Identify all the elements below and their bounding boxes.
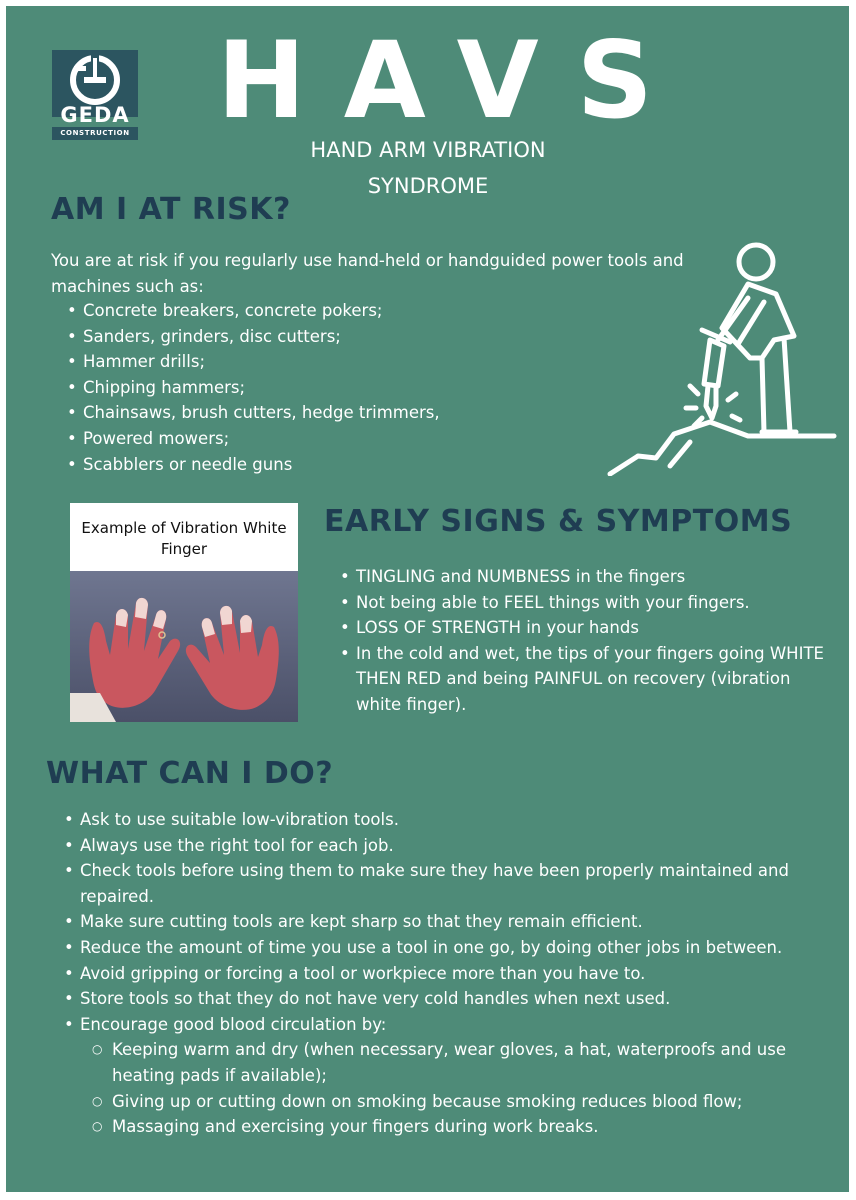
sub-list-item: ○ Keeping warm and dry (when necessary, wear gloves, a hat, waterproofs and use heating pads if available); xyxy=(90,1037,828,1088)
logo-subtitle: CONSTRUCTION xyxy=(52,127,138,140)
sub-list-item: ○ Massaging and exercising your fingers during work breaks. xyxy=(90,1114,828,1140)
jackhammer-worker-icon xyxy=(598,236,838,476)
subtitle-line-1: HAND ARM VIBRATION xyxy=(310,138,546,162)
risk-heading: AM I AT RISK? xyxy=(51,192,291,227)
list-item: • Concrete breakers, concrete pokers; xyxy=(61,298,581,324)
list-item: • Scabblers or needle guns xyxy=(61,452,581,478)
list-item: • Store tools so that they do not have very cold handles when next used. xyxy=(58,986,828,1012)
signs-heading: EARLY SIGNS & SYMPTOMS xyxy=(324,504,793,539)
list-item: • Not being able to FEEL things with your fingers. xyxy=(334,590,824,616)
havs-poster xyxy=(6,6,849,1192)
list-item: • Avoid gripping or forcing a tool or workpiece more than you have to. xyxy=(58,961,828,987)
list-item: • LOSS OF STRENGTH in your hands xyxy=(334,615,824,641)
list-item: • Reduce the amount of time you use a tool in one go, by doing other jobs in between. xyxy=(58,935,828,961)
list-item: • Make sure cutting tools are kept sharp so that they remain efficient. xyxy=(58,909,828,935)
sub-list-item: ○ Giving up or cutting down on smoking because smoking reduces blood flow; xyxy=(90,1089,828,1115)
list-item: • Powered mowers; xyxy=(61,426,581,452)
page-subtitle xyxy=(268,132,588,204)
list-item: • In the cold and wet, the tips of your fingers going WHITE THEN RED and being PAINFUL on recovery (vibration white finger). xyxy=(334,641,824,718)
list-item: • Encourage good blood circulation by: xyxy=(58,1012,828,1038)
actions-list xyxy=(58,807,828,1140)
list-item: • Chipping hammers; xyxy=(61,375,581,401)
subtitle-line-2: SYNDROME xyxy=(367,174,489,198)
circulation-sublist xyxy=(80,1037,828,1139)
signs-list xyxy=(334,564,824,718)
list-item: • Check tools before using them to make sure they have been properly maintained and repaired. xyxy=(58,858,828,909)
list-item: • TINGLING and NUMBNESS in the fingers xyxy=(334,564,824,590)
list-item: • Sanders, grinders, disc cutters; xyxy=(61,324,581,350)
circulation-sublist-wrapper xyxy=(58,1037,828,1139)
list-item: • Ask to use suitable low-vibration tools. xyxy=(58,807,828,833)
logo-name: GEDA xyxy=(60,103,130,127)
photo-caption: Example of Vibration White Finger xyxy=(81,519,287,558)
list-item: • Hammer drills; xyxy=(61,349,581,375)
list-item: • Always use the right tool for each job. xyxy=(58,833,828,859)
page-title: HAVS xyxy=(217,19,691,142)
actions-heading: WHAT CAN I DO? xyxy=(46,756,334,791)
list-item: • Chainsaws, brush cutters, hedge trimmers, xyxy=(61,400,581,426)
risk-tools-list xyxy=(61,298,581,477)
risk-intro: You are at risk if you regularly use hand-held or handguided power tools and machines such as: xyxy=(51,251,684,296)
